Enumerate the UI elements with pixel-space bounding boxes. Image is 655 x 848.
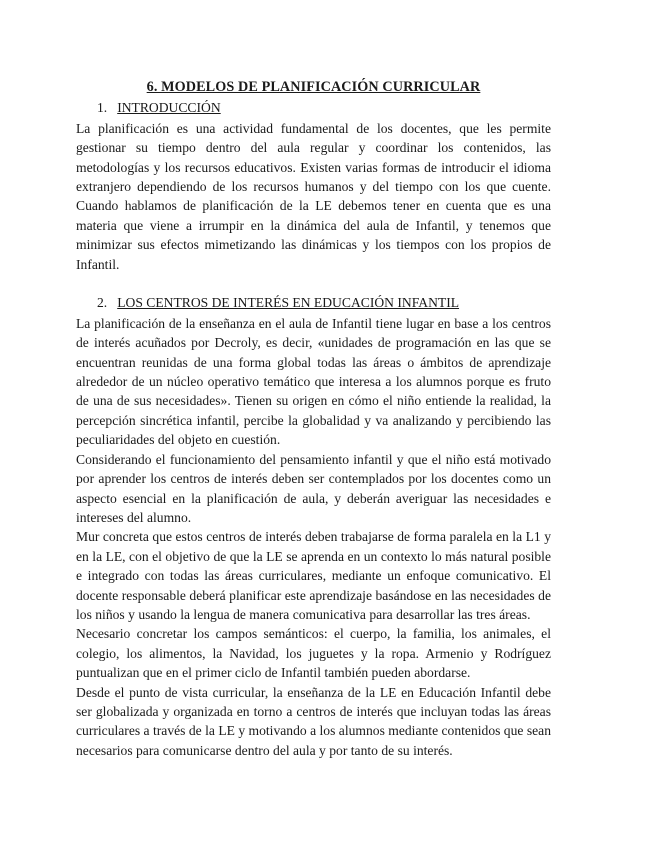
paragraph: La planificación es una actividad fundamental de los docentes, que les permite gestionar su tiempo dentro del aula regular y coordinar los contenidos, las metodologías y los recursos educativos. Existen varias formas de introducir el idioma extranjero dependiendo de los recursos humanos y del tiempo con los que cuente. Cuando hablamos de planificación de la LE debemos tener en cuenta que es una materia que viene a irrumpir en la dinámica del aula de Infantil, y tenemos que minimizar sus efectos mimetizando las dinámicas y los tiempos con los propios de Infantil. (76, 120, 551, 272)
section-number: 2. (97, 295, 108, 311)
section-heading-label: LOS CENTROS DE INTERÉS EN EDUCACIÓN INFANTIL (117, 295, 460, 311)
section-number: 1. (97, 100, 108, 116)
document-page (76, 78, 551, 760)
paragraph: Considerando el funcionamiento del pensamiento infantil y que el niño está motivado por aprender los centros de interés deben ser contemplados por los docentes como un aspecto esencial en la planificación de aula, y deberán averiguar las necesidades e intereses del alumno. (76, 451, 551, 525)
section-heading-centros-de-interes (76, 293, 551, 312)
section-spacer (76, 274, 551, 293)
paragraph: La planificación de la enseñanza en el aula de Infantil tiene lugar en base a los centros de interés acuñados por Decroly, es decir, «unidades de programación en las que se encuentran reunidas de una forma global todas las áreas o ámbitos de aprendizaje alrededor de un núcleo operativo temático que interesa a los alumnos porque es fruto de una de sus necesidades». Tienen su origen en cómo el niño entiende la realidad, la percepción sincrética infantil, percibe la globalidad y va analizando y percibiendo las peculiaridades del objeto en cuestión. (76, 315, 551, 448)
section-heading-introduccion (76, 98, 551, 117)
paragraph: Desde el punto de vista curricular, la enseñanza de la LE en Educación Infantil debe ser globalizada y organizada en torno a centros de interés que incluyan todas las áreas curriculares a través de la LE y motivando a los alumnos mediante contenidos que sean necesarios para comunicarse dentro del aula y por tanto de su interés. (76, 684, 551, 758)
section-heading-label: INTRODUCCIÓN (117, 100, 221, 116)
paragraph: Necesario concretar los campos semánticos: el cuerpo, la familia, los animales, el colegio, los alimentos, la Navidad, los juguetes y la ropa. Armenio y Rodríguez puntualizan que en el primer ciclo de Infantil también pueden abordarse. (76, 626, 551, 681)
paragraph: Mur concreta que estos centros de interés deben trabajarse de forma paralela en la L1 y en la LE, con el objetivo de que la LE se aprenda en un contexto lo más natural posible e integrado con todas las áreas curriculares, mediante un enfoque comunicativo. El docente responsable deberá planificar este aprendizaje basándose en las necesidades de los niños y usando la lengua de manera comunicativa para desarrollar las tres áreas. (76, 529, 551, 622)
page-title: 6. MODELOS DE PLANIFICACIÓN CURRICULAR (146, 79, 481, 95)
